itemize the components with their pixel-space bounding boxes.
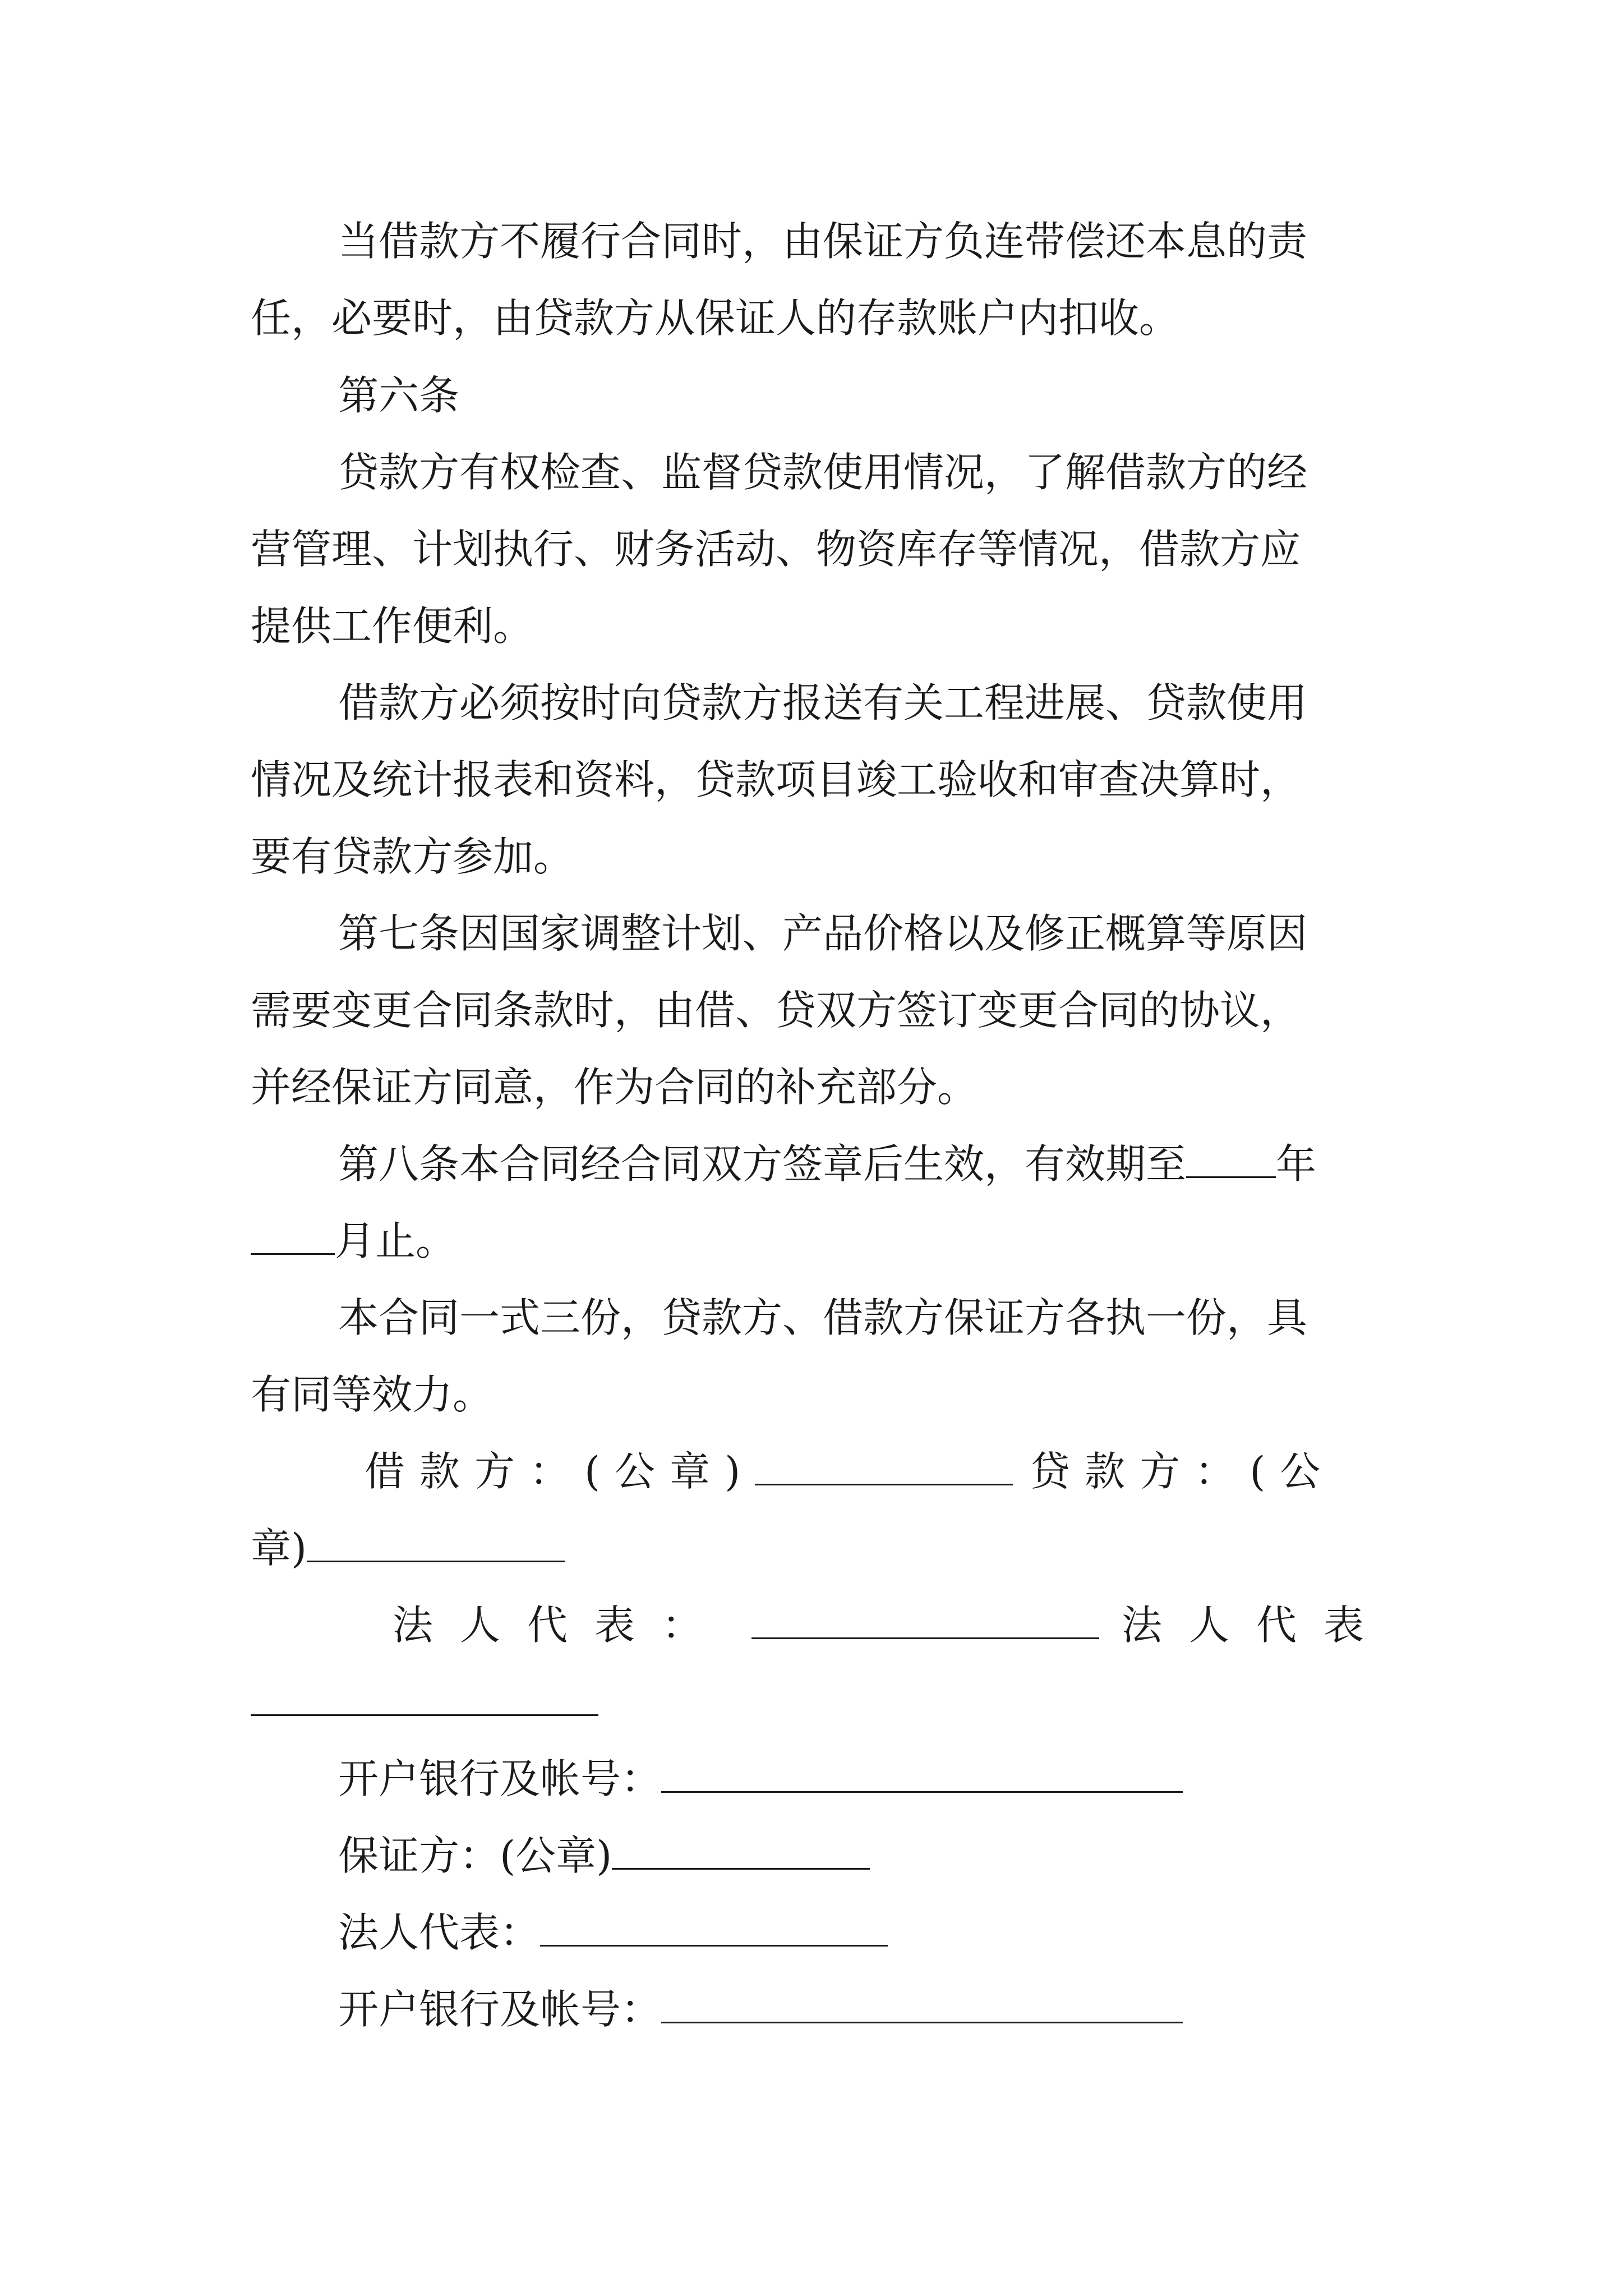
borrower-seal-blank bbox=[755, 1449, 1013, 1485]
bank-account-label: 开户银行及帐号： bbox=[338, 1986, 662, 2033]
bank-account-blank bbox=[661, 1987, 1183, 2023]
month-label: 月止。 bbox=[335, 1217, 457, 1264]
guarantor-legal-rep-row bbox=[338, 1907, 1378, 1958]
lender-seal-label-cont: 章) bbox=[251, 1525, 307, 1572]
lender-seal-label: 贷款方：(公 bbox=[1030, 1448, 1335, 1495]
paragraph-line: 任，必要时，由贷款方从保证人的存款账户内扣收。 bbox=[251, 295, 1180, 342]
guarantor-seal-label: 保证方：(公章) bbox=[338, 1832, 612, 1879]
paragraph-line: 要有贷款方参加。 bbox=[251, 833, 574, 880]
guarantor-seal-blank bbox=[612, 1833, 870, 1870]
signature-row-1b bbox=[251, 1523, 1378, 1573]
paragraph-line: 贷款方有权检查、监督贷款使用情况，了解借款方的经 bbox=[338, 449, 1308, 496]
validity-line-2 bbox=[251, 1216, 1378, 1266]
paragraph-line: 本合同一式三份，贷款方、借款方保证方各执一份，具 bbox=[338, 1294, 1308, 1341]
signature-row-2b bbox=[251, 1677, 1378, 1727]
signature-row-1 bbox=[365, 1446, 1378, 1497]
paragraph-line: 提供工作便利。 bbox=[251, 602, 534, 650]
paragraph-line: 当借款方不履行合同时，由保证方负连带偿还本息的责 bbox=[338, 218, 1308, 265]
signature-row-2 bbox=[393, 1600, 1391, 1650]
month-blank bbox=[251, 1218, 335, 1255]
year-label: 年 bbox=[1276, 1140, 1317, 1188]
paragraph-line: 营管理、计划执行、财务活动、物资库存等情况，借款方应 bbox=[251, 526, 1301, 573]
bank-account-blank bbox=[661, 1756, 1183, 1793]
guarantor-legal-rep-label: 法人代表： bbox=[338, 1909, 541, 1956]
year-blank bbox=[1186, 1142, 1276, 1178]
paragraph-line: 借款方必须按时向贷款方报送有关工程进展、贷款使用 bbox=[338, 679, 1308, 726]
bank-account-label: 开户银行及帐号： bbox=[338, 1755, 662, 1802]
article-heading: 第六条 bbox=[338, 372, 460, 419]
paragraph-line: 第七条因国家调整计划、产品价格以及修正概算等原因 bbox=[338, 910, 1308, 957]
paragraph-line: 情况及统计报表和资料，贷款项目竣工验收和审查决算时， bbox=[251, 756, 1301, 803]
borrower-seal-label: 借款方：(公章) bbox=[365, 1448, 755, 1495]
legal-rep-label-borrower: 法人代表： bbox=[393, 1602, 730, 1649]
paragraph-line: 并经保证方同意，作为合同的补充部分。 bbox=[251, 1064, 978, 1111]
guarantor-row bbox=[338, 1830, 1378, 1881]
paragraph-line: 有同等效力。 bbox=[251, 1371, 494, 1418]
legal-rep-blank-borrower bbox=[751, 1603, 1099, 1639]
legal-rep-blank-lender bbox=[251, 1680, 598, 1716]
lender-seal-blank bbox=[307, 1526, 565, 1562]
legal-rep-label-lender: 法人代表 bbox=[1122, 1602, 1391, 1649]
guarantor-legal-rep-blank bbox=[540, 1910, 888, 1947]
validity-text: 第八条本合同经合同双方签章后生效，有效期至 bbox=[338, 1140, 1187, 1188]
paragraph-line: 需要变更合同条款时，由借、贷双方签订变更合同的协议， bbox=[251, 987, 1301, 1034]
validity-line bbox=[338, 1139, 1378, 1189]
bank-account-row-2 bbox=[338, 1984, 1378, 2035]
bank-account-row-1 bbox=[338, 1754, 1378, 1804]
